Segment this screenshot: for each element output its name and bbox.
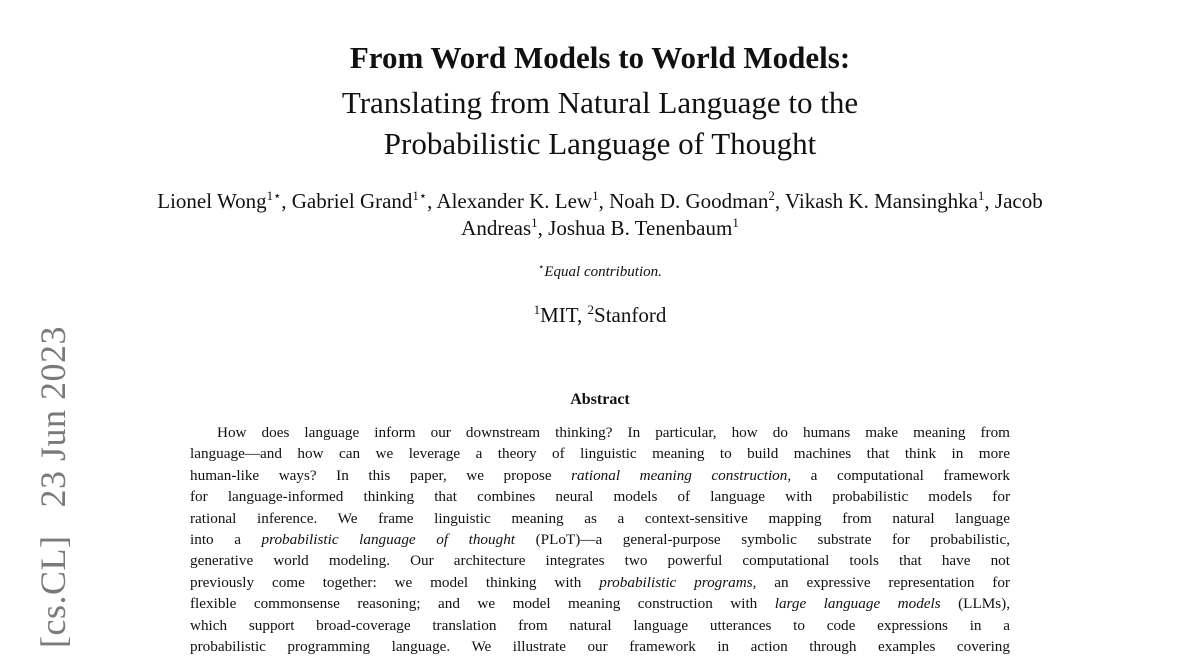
abstract-body xyxy=(190,422,1010,657)
author-name: Vikash K. Mansinghka xyxy=(784,189,978,213)
arxiv-category: [cs.CL] xyxy=(33,535,73,648)
paper-title: From Word Models to World Models: xyxy=(349,40,851,75)
abstract-line xyxy=(190,529,1010,550)
author-affiliation-mark: 1⋆ xyxy=(412,188,428,203)
paper-subtitle xyxy=(0,82,1200,164)
equal-contribution-note xyxy=(0,262,1200,281)
author-name: Joshua B. Tenenbaum xyxy=(548,216,733,240)
affiliation-name: MIT xyxy=(540,303,578,327)
abstract-text: probabilistic programming language. We illustrate our framework in action through examples covering xyxy=(190,637,1010,655)
abstract-heading: Abstract xyxy=(570,391,630,408)
abstract-emphasis: probabilistic language of thought xyxy=(261,530,516,548)
author-affiliation-mark: 1 xyxy=(592,188,599,203)
author-name: Jacob Andreas xyxy=(461,189,1043,240)
abstract-emphasis: probabilistic programs xyxy=(599,573,753,591)
author-affiliation-mark: 1 xyxy=(977,188,985,203)
abstract-text: human-like ways? In this paper, we propose xyxy=(190,466,572,484)
abstract-line xyxy=(190,443,1010,464)
abstract-text: rational inference. We frame linguistic meaning as a context-sensitive mapping from natural language xyxy=(190,509,1010,527)
author-list: Lionel Wong$^{1⋆}$, Gabriel Grand$^{1⋆}$, Alexander K. Lew$^1$, Noah D. Goodman$^2$, Vikash K. Mansinghka$^1$, Jacob Andreas$^1$, Joshua B. Tenenbaum$^1$ xyxy=(157,188,1043,240)
author xyxy=(157,189,281,213)
author-name: Alexander K. Lew xyxy=(436,189,593,213)
author xyxy=(292,189,427,213)
equal-contribution-mark: ⋆ xyxy=(538,262,545,273)
author-name: Lionel Wong xyxy=(157,189,267,213)
abstract-text: for language-informed thinking that combines neural models of language with probabilistic models for xyxy=(190,488,1010,506)
author xyxy=(548,216,739,240)
author xyxy=(785,189,984,213)
abstract-text: , a computational framework xyxy=(787,466,1010,484)
subtitle-line: Translating from Natural Language to the xyxy=(341,85,859,120)
arxiv-date: 23 Jun 2023 xyxy=(33,326,73,508)
abstract-line xyxy=(190,593,1010,614)
abstract-emphasis: large language models xyxy=(774,595,941,613)
abstract-line xyxy=(190,508,1010,529)
abstract-line xyxy=(190,636,1010,657)
affiliation-mark: 1 xyxy=(533,302,541,317)
affiliation-name: Stanford xyxy=(594,303,667,327)
abstract-text: , an expressive representation for xyxy=(752,573,1010,591)
abstract-text: language—and how can we leverage a theory of linguistic meaning to build machines that think in more xyxy=(190,445,1010,463)
subtitle-line: Probabilistic Language of Thought xyxy=(383,126,817,161)
abstract-text: How does language inform our downstream thinking? In particular, how do humans make meaning from xyxy=(217,424,1010,441)
abstract-line xyxy=(190,486,1010,507)
abstract-text: into a xyxy=(190,530,262,548)
abstract-text: flexible commonsense reasoning; and we model meaning construction with xyxy=(190,595,775,613)
affiliations: $^1$MIT, $^2$Stanford xyxy=(533,302,667,327)
abstract-text: (LLMs), xyxy=(940,595,1011,613)
author-affiliation-mark: 1⋆ xyxy=(266,188,282,203)
arxiv-side-stamp xyxy=(33,326,73,648)
author-name: Noah D. Goodman xyxy=(609,189,769,213)
abstract-text: generative world modeling. Our architecture integrates two powerful computational tools that have not xyxy=(190,552,1010,570)
abstract-text: which support broad-coverage translation from natural language utterances to code expressions in a xyxy=(190,616,1010,634)
abstract-line xyxy=(190,465,1010,486)
abstract-text: (PLoT)—a general-purpose symbolic substrate for probabilistic, xyxy=(515,530,1010,548)
abstract-line xyxy=(190,422,1010,443)
abstract-text: previously come together: we model thinking with xyxy=(190,573,600,591)
author-name: Gabriel Grand xyxy=(291,189,413,213)
abstract-line xyxy=(190,572,1010,593)
author-affiliation-mark: 1 xyxy=(732,215,739,230)
abstract-line xyxy=(190,550,1010,571)
author xyxy=(609,189,775,213)
abstract-emphasis: rational meaning construction xyxy=(571,466,788,484)
equal-contribution-text: Equal contribution. xyxy=(544,264,662,280)
author-affiliation-mark: 1 xyxy=(531,215,538,230)
author-affiliation-mark: 2 xyxy=(768,188,775,203)
author xyxy=(436,189,598,213)
affiliation-mark: 2 xyxy=(587,302,595,317)
abstract-line xyxy=(190,615,1010,636)
